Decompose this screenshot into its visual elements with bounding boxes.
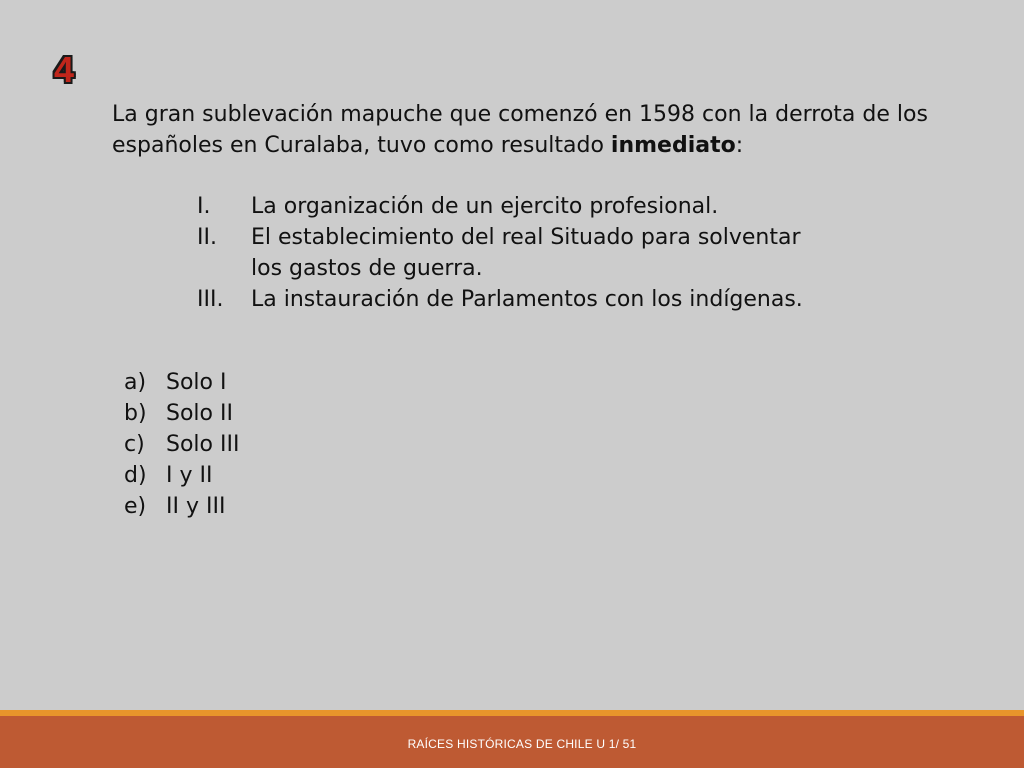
option-letter: a) <box>124 370 147 395</box>
option-text: I y II <box>166 463 213 488</box>
footer-text: RAÍCES HISTÓRICAS DE CHILE U 1/ 51 <box>407 737 637 751</box>
statement-text: La instauración de Parlamentos con los indígenas. <box>251 287 803 312</box>
answer-option[interactable] <box>124 398 239 429</box>
question-number: 4 <box>54 49 75 90</box>
question-stem-emphasis: inmediato <box>610 133 736 158</box>
option-letter: d) <box>124 463 147 488</box>
answer-option[interactable] <box>124 367 239 398</box>
option-text: Solo I <box>166 370 227 395</box>
option-letter: e) <box>124 494 147 519</box>
statement-item <box>197 222 897 284</box>
answer-options <box>124 367 239 522</box>
statement-item <box>197 284 897 315</box>
question-stem-end: : <box>735 133 744 158</box>
answer-option[interactable] <box>124 491 239 522</box>
answer-option[interactable] <box>124 460 239 491</box>
option-text: Solo III <box>166 432 240 457</box>
statement-text: La organización de un ejercito profesional. <box>251 194 719 219</box>
statement-text: El establecimiento del real Situado para solventar los gastos de guerra. <box>251 225 801 281</box>
question-stem-text: La gran sublevación mapuche que comenzó en 1598 con la derrota de los españoles en Curalaba, tuvo como resultado <box>112 102 928 158</box>
option-text: II y III <box>166 494 226 519</box>
statement-number: III. <box>197 287 224 312</box>
option-text: Solo II <box>166 401 233 426</box>
option-letter: c) <box>124 432 145 457</box>
option-letter: b) <box>124 401 147 426</box>
statement-number: I. <box>197 194 211 219</box>
statement-number: II. <box>197 225 217 250</box>
statement-item <box>197 191 897 222</box>
answer-option[interactable] <box>124 429 239 460</box>
question-stem <box>112 99 932 161</box>
statement-list <box>197 191 897 315</box>
